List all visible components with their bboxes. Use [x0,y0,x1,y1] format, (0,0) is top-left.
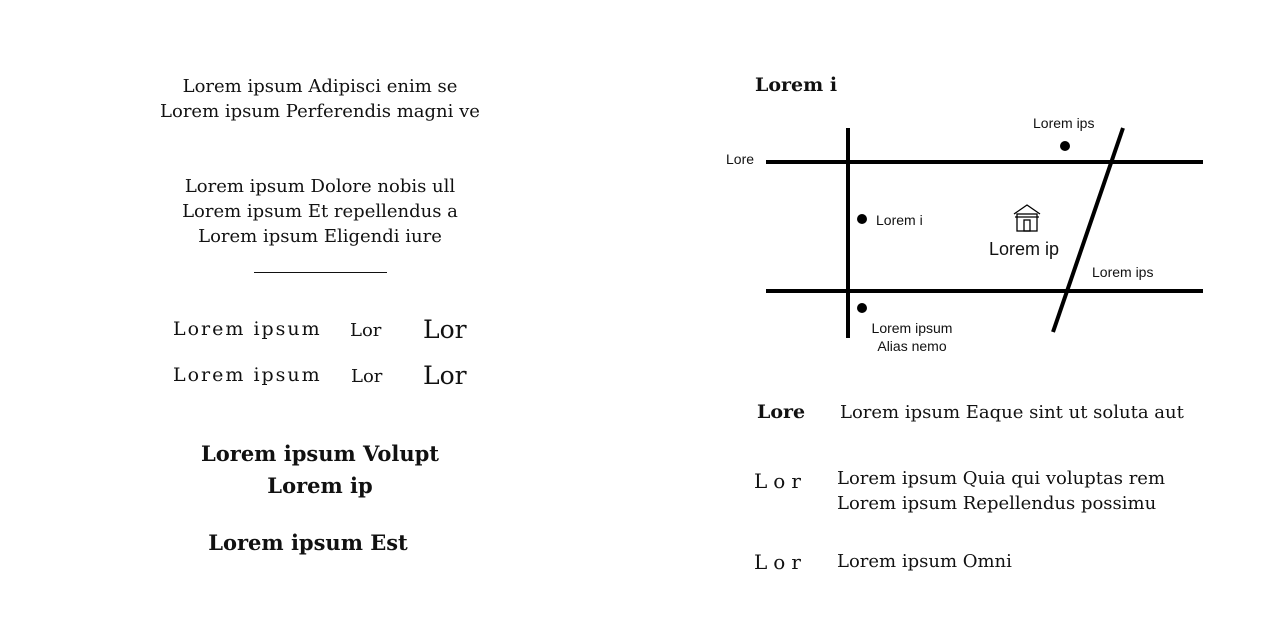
map-label-top-right: Lorem ips [1033,115,1095,131]
legend-text-block [837,466,1165,516]
map-label-top-street: Lore [726,151,755,167]
body-line: Lorem ipsum Dolore nobis ull [184,176,456,197]
heading-line: Lorem ip [267,473,373,498]
grid-cell-c1: Lor [423,315,467,344]
body-line: Lorem ipsum Eligendi iure [198,226,442,247]
body-line: Lorem ipsum Et repellendus a [182,201,458,222]
legend-text-line: Lorem ipsum Quia qui voluptas rem [837,468,1166,489]
map-label-left: Lorem i [876,212,923,228]
intro-line: Lorem ipsum Perferendis magni ve [160,101,480,122]
heading-line: Lorem ipsum Volupt [200,441,439,466]
map-label-bottom-line: Lorem ipsum [871,320,953,336]
legend-text: Lorem ipsum Eaque sint ut soluta aut [840,402,1184,423]
point-top-right [1060,141,1070,151]
grid-cell-a1: Lorem ipsum [173,318,322,340]
map-label-house: Lorem ip [989,239,1060,259]
intro-text [140,74,500,124]
grid-cell-c2: Lor [423,361,467,390]
grid-cell-b2: Lor [351,366,383,387]
legend-text-line: Lorem ipsum Repellendus possimu [837,493,1157,514]
divider [254,272,387,273]
point-bottom [857,303,867,313]
legend-key: Lor [754,550,807,574]
map-label-bottom-line: Alias nemo [877,338,947,354]
heading-block [140,438,500,502]
body-text [140,174,500,249]
map-label-bottom [857,319,967,355]
intro-line: Lorem ipsum Adipisci enim se [182,76,458,97]
map-title: Lorem i [755,74,838,96]
street-diagonal [1053,128,1123,332]
legend-key: Lor [754,469,807,493]
map-label-diagonal: Lorem ips [1092,264,1154,280]
heading-line: Lorem ipsum Est [208,530,408,555]
house-icon [1014,205,1040,231]
point-left [857,214,867,224]
legend-key: Lore [757,401,806,423]
grid-cell-a2: Lorem ipsum [173,364,322,386]
legend-text: Lorem ipsum Omni [837,551,1012,572]
grid-cell-b1: Lor [350,320,382,341]
